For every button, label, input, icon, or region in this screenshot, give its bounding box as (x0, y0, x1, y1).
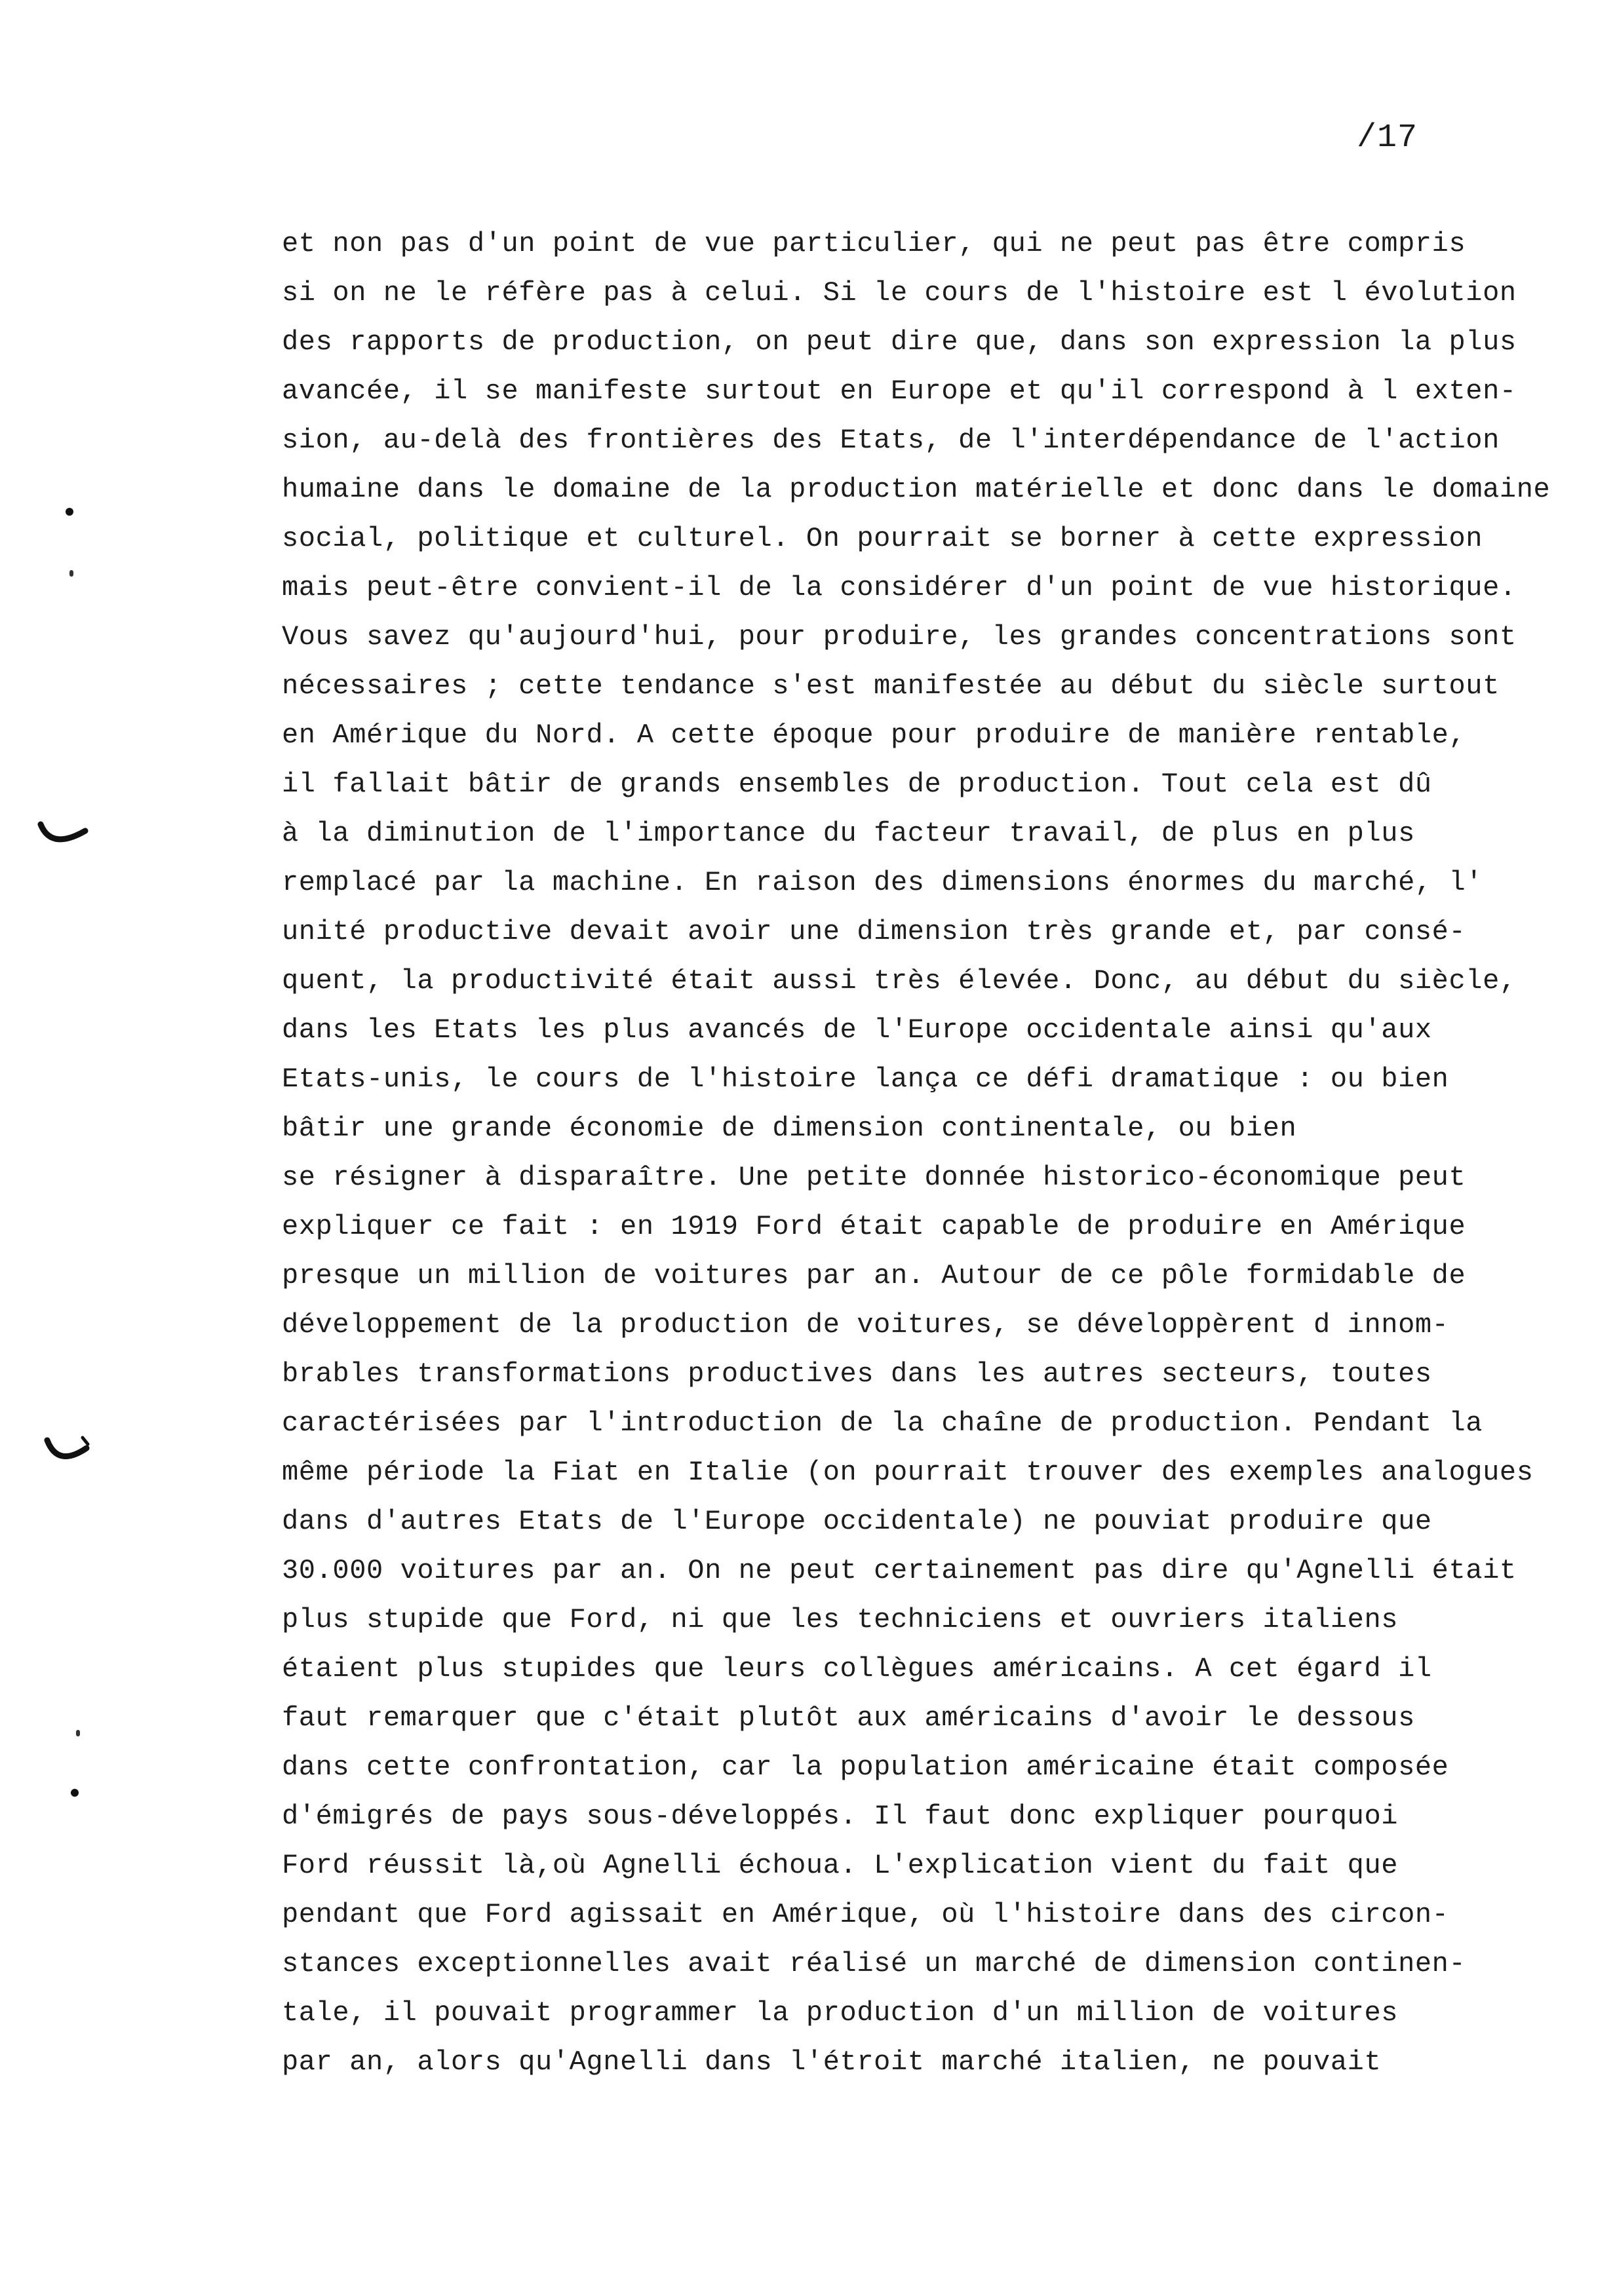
text-line: même période la Fiat en Italie (on pourrait trouver des exemples analogues (282, 1457, 1534, 1488)
text-line: dans les Etats les plus avancés de l'Europe occidentale ainsi qu'aux (282, 1014, 1432, 1046)
text-line: et non pas d'un point de vue particulier, qui ne peut pas être compris (282, 228, 1466, 259)
text-line: bâtir une grande économie de dimension continentale, ou bien (282, 1113, 1297, 1144)
margin-tick-mark (76, 1730, 80, 1736)
margin-tick-mark (69, 570, 73, 577)
text-line: plus stupide que Ford, ni que les techniciens et ouvriers italiens (282, 1604, 1399, 1636)
text-line: quent, la productivité était aussi très élevée. Donc, au début du siècle, (282, 965, 1517, 997)
text-line: développement de la production de voitures, se développèrent d innom- (282, 1309, 1449, 1341)
text-line: sion, au-delà des frontières des Etats, de l'interdépendance de l'action (282, 425, 1500, 456)
text-line: par an, alors qu'Agnelli dans l'étroit marché italien, ne pouvait (282, 2046, 1382, 2078)
text-line: étaient plus stupides que leurs collègues américains. A cet égard il (282, 1653, 1432, 1685)
text-line: humaine dans le domaine de la production matérielle et donc dans le domaine (282, 474, 1551, 505)
text-line: tale, il pouvait programmer la production d'un million de voitures (282, 1997, 1399, 2029)
text-line: caractérisées par l'introduction de la chaîne de production. Pendant la (282, 1407, 1483, 1439)
text-line: mais peut-être convient-il de la considérer d'un point de vue historique. (282, 572, 1517, 603)
text-line: d'émigrés de pays sous-développés. Il faut donc expliquer pourquoi (282, 1801, 1399, 1832)
text-line: dans d'autres Etats de l'Europe occidentale) ne pouviat produire que (282, 1506, 1432, 1537)
text-line: faut remarquer que c'était plutôt aux américains d'avoir le dessous (282, 1702, 1415, 1734)
text-line: Vous savez qu'aujourd'hui, pour produire, les grandes concentrations sont (282, 621, 1517, 653)
text-line: il fallait bâtir de grands ensembles de production. Tout cela est dû (282, 769, 1432, 800)
text-line: unité productive devait avoir une dimension très grande et, par consé- (282, 916, 1466, 947)
text-line: Ford réussit là,où Agnelli échoua. L'explication vient du fait que (282, 1850, 1399, 1881)
text-line: si on ne le réfère pas à celui. Si le cours de l'histoire est l évolution (282, 277, 1517, 309)
text-line: presque un million de voitures par an. Autour de ce pôle formidable de (282, 1260, 1466, 1292)
text-line: nécessaires ; cette tendance s'est manifestée au début du siècle surtout (282, 670, 1500, 702)
text-line: social, politique et culturel. On pourrait se borner à cette expression (282, 523, 1483, 554)
punch-hole-mark-top (37, 819, 89, 856)
text-line: pendant que Ford agissait en Amérique, où l'histoire dans des circon- (282, 1899, 1449, 1930)
text-line: avancée, il se manifeste surtout en Europe et qu'il correspond à l exten- (282, 375, 1517, 407)
punch-hole-mark-bottom (42, 1435, 94, 1472)
margin-dot-mark (71, 1789, 79, 1797)
text-line: dans cette confrontation, car la population américaine était composée (282, 1751, 1449, 1783)
text-line: brables transformations productives dans les autres secteurs, toutes (282, 1358, 1432, 1390)
text-line: stances exceptionnelles avait réalisé un marché de dimension continen- (282, 1948, 1466, 1980)
text-line: en Amérique du Nord. A cette époque pour produire de manière rentable, (282, 719, 1466, 751)
body-text (282, 220, 1551, 2087)
page-number: /17 (1357, 119, 1418, 157)
text-line: remplacé par la machine. En raison des dimensions énormes du marché, l' (282, 867, 1483, 898)
text-line: Etats-unis, le cours de l'histoire lança ce défi dramatique : ou bien (282, 1063, 1449, 1095)
text-line: expliquer ce fait : en 1919 Ford était capable de produire en Amérique (282, 1211, 1466, 1242)
text-line: se résigner à disparaître. Une petite donnée historico-économique peut (282, 1162, 1466, 1193)
text-line: 30.000 voitures par an. On ne peut certainement pas dire qu'Agnelli était (282, 1555, 1517, 1586)
text-line: à la diminution de l'importance du facteur travail, de plus en plus (282, 818, 1415, 849)
margin-dot-mark (66, 508, 73, 516)
text-line: des rapports de production, on peut dire que, dans son expression la plus (282, 326, 1517, 358)
